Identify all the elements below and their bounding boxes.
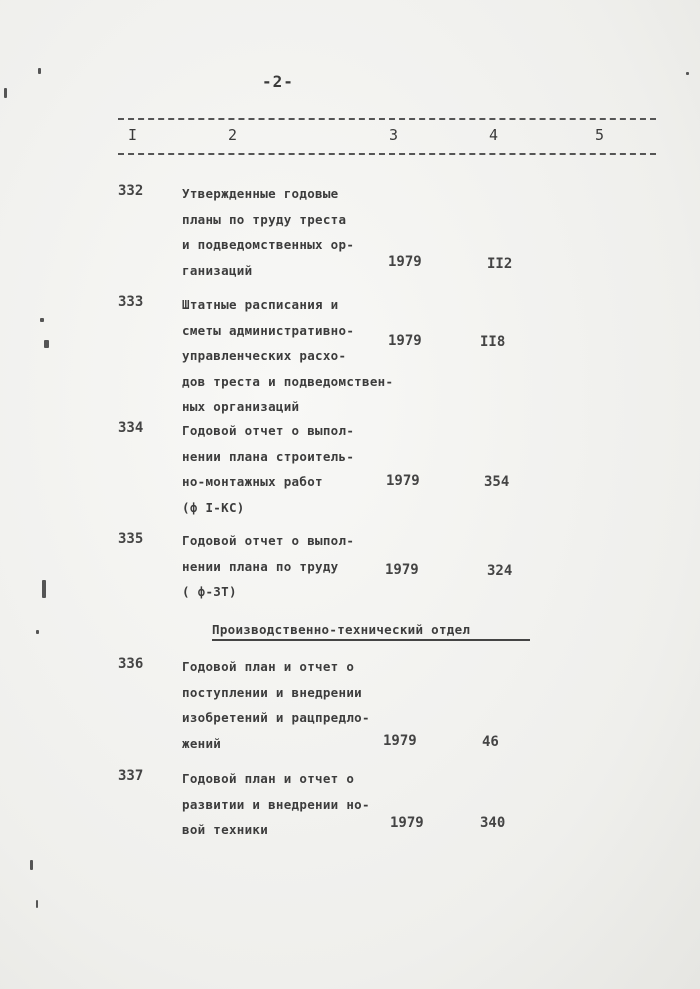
entry-title-line: Годовой отчет о выпол- bbox=[182, 533, 355, 548]
scan-speck bbox=[4, 88, 7, 98]
entry-title-line: управленческих расхо- bbox=[182, 348, 347, 363]
entry-number: 334 bbox=[118, 420, 144, 436]
entry-title-line: развитии и внедрении но- bbox=[182, 796, 370, 812]
column-header-4: 4 bbox=[489, 126, 499, 144]
page-number: -2- bbox=[262, 72, 294, 91]
entry-number: 333 bbox=[118, 294, 144, 310]
scan-speck bbox=[686, 72, 689, 75]
entry-title-line: но-монтажных работ bbox=[182, 474, 323, 489]
entry-title-line: поступлении и внедрении bbox=[182, 684, 362, 700]
entry-year: 1979 bbox=[388, 333, 422, 349]
entry-title-line: дов треста и подведомствен- bbox=[182, 373, 394, 389]
column-header-5: 5 bbox=[595, 126, 605, 144]
scan-speck bbox=[40, 318, 44, 322]
entry-sheet-count: 46 bbox=[482, 734, 499, 750]
entry-title-line: нении плана строитель- bbox=[182, 448, 355, 464]
entry-title-line: нении плана по труду bbox=[182, 558, 339, 574]
entry-title bbox=[182, 418, 397, 520]
scan-speck bbox=[42, 580, 46, 598]
scan-speck bbox=[38, 68, 41, 74]
entry-title-line: ( ф-3Т) bbox=[182, 584, 237, 599]
header-top-rule bbox=[118, 118, 656, 120]
entry-sheet-count: II2 bbox=[487, 256, 513, 272]
entry-title-line: Штатные расписания и bbox=[182, 297, 339, 312]
entry-sheet-count: 340 bbox=[480, 815, 506, 831]
entry-title-line: ганизаций bbox=[182, 262, 253, 278]
column-header-1: I bbox=[128, 126, 138, 144]
entry-title-line: планы по труду треста bbox=[182, 211, 347, 227]
entry-title-line: Утвержденные годовые bbox=[182, 186, 339, 201]
entry-title-line: сметы административно- bbox=[182, 322, 355, 338]
entry-year: 1979 bbox=[383, 733, 417, 749]
entry-title-line: Годовой отчет о выпол- bbox=[182, 423, 355, 438]
entry-title-line: и подведомственных ор- bbox=[182, 237, 355, 252]
entry-title-line: Годовой план и отчет о bbox=[182, 771, 355, 786]
entry-title bbox=[182, 181, 397, 283]
scan-speck bbox=[30, 860, 33, 870]
header-bottom-rule bbox=[118, 153, 656, 155]
entry-title-line: вой техники bbox=[182, 822, 269, 837]
entry-title-line: (ф I-КС) bbox=[182, 499, 245, 515]
scan-speck bbox=[44, 340, 49, 348]
entry-title bbox=[182, 528, 397, 605]
section-heading: Производственно-технический отдел bbox=[212, 622, 530, 641]
entry-year: 1979 bbox=[386, 473, 420, 489]
scan-speck bbox=[36, 900, 38, 908]
entry-sheet-count: 324 bbox=[487, 563, 513, 579]
entry-title-line: ных организаций bbox=[182, 399, 300, 414]
scan-speck bbox=[36, 630, 39, 634]
entry-title bbox=[182, 766, 412, 843]
entry-number: 335 bbox=[118, 531, 144, 547]
entry-year: 1979 bbox=[388, 254, 422, 270]
column-header-2: 2 bbox=[228, 126, 238, 144]
column-header-3: 3 bbox=[389, 126, 399, 144]
entry-number: 336 bbox=[118, 656, 144, 672]
entry-sheet-count: II8 bbox=[480, 334, 506, 350]
entry-title-line: изобретений и рацпредло- bbox=[182, 710, 370, 725]
entry-sheet-count: 354 bbox=[484, 474, 510, 490]
entry-title-line: Годовой план и отчет о bbox=[182, 659, 355, 674]
entry-title bbox=[182, 292, 432, 420]
entry-number: 337 bbox=[118, 768, 144, 784]
entry-year: 1979 bbox=[385, 562, 419, 578]
entry-title-line: жений bbox=[182, 735, 222, 751]
entry-number: 332 bbox=[118, 183, 144, 199]
entry-title bbox=[182, 654, 412, 756]
entry-year: 1979 bbox=[390, 815, 424, 831]
